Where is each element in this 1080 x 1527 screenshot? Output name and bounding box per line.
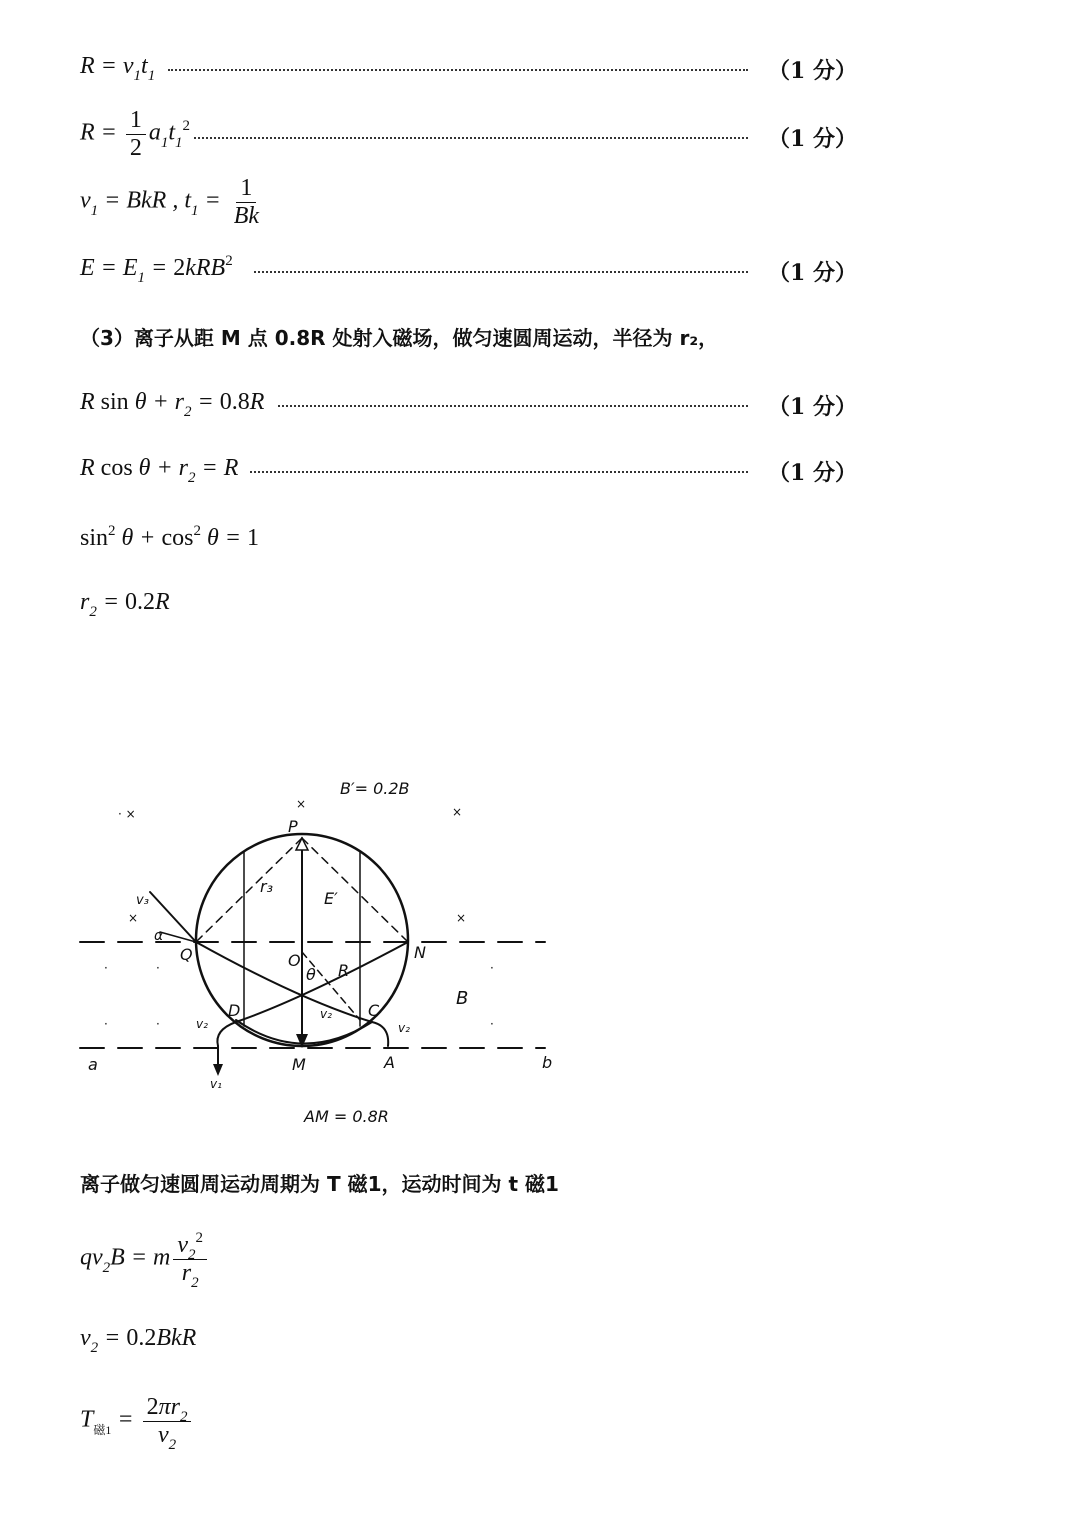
label-C: C <box>368 1001 380 1020</box>
svg-text:·: · <box>156 1017 160 1031</box>
svg-text:×: × <box>296 797 307 811</box>
leader-4 <box>246 246 756 290</box>
equation-1: $R = v_1t_1$ <box>80 52 156 84</box>
equation-8: $r_2 = 0.2R$ <box>80 588 170 620</box>
label-v1: v₁ <box>210 1077 222 1091</box>
label-alpha: α <box>154 928 164 944</box>
svg-text:·: · <box>104 1017 108 1031</box>
label-B: B <box>456 988 469 1009</box>
svg-text:×: × <box>452 805 463 819</box>
label-A: A <box>384 1053 395 1072</box>
label-M: M <box>292 1055 306 1074</box>
label-D: D <box>228 1001 241 1020</box>
part3-text: （3）离子从距 M 点 0.8R 处射入磁场，做匀速圆周运动，半径为 r₂， <box>80 326 719 350</box>
score-5: （1 分） <box>768 394 857 420</box>
svg-text:×: × <box>128 911 139 925</box>
equation-7: $\sin^2 \theta + \cos^2 \theta = 1$ <box>80 522 259 551</box>
label-Q: Q <box>180 945 193 964</box>
score-6: （1 分） <box>768 460 857 486</box>
leader-6 <box>242 446 756 490</box>
equation-4: $E = E_1 = 2kRB^2$ <box>80 252 233 286</box>
label-r3: r₃ <box>260 877 273 896</box>
trajectory-diagram <box>0 670 1080 1190</box>
equation-10: $v_2 = 0.2BkR$ <box>80 1324 197 1356</box>
equation-11: $T_{磁1}$ = $\frac{2\pi r_2}{v_2}$ <box>80 1386 194 1456</box>
leader-5 <box>270 380 756 424</box>
period-text: 离子做匀速圆周运动周期为 T 磁1，运动时间为 t 磁1 <box>80 1172 559 1196</box>
label-v2-right: v₂ <box>398 1021 410 1035</box>
label-theta: θ <box>306 965 316 984</box>
svg-text:·: · <box>490 1017 494 1031</box>
label-b-prime: B′= 0.2B <box>340 779 410 798</box>
svg-text:·: · <box>490 961 494 975</box>
score-1: （1 分） <box>768 58 857 84</box>
label-v2-mid: v₂ <box>320 1007 332 1021</box>
label-N: N <box>414 943 426 962</box>
label-R: R <box>338 961 350 980</box>
label-b: b <box>542 1053 553 1072</box>
equation-2: R = $\frac{1}{2}$ $a_1t_1^2$ <box>80 107 191 161</box>
equation-9: $qv_2B = m$ $\frac{v_2^2}{r_2}$ <box>80 1224 210 1294</box>
label-P: P <box>288 817 298 836</box>
label-E-prime: E′ <box>324 889 338 908</box>
svg-text:×: × <box>456 911 467 925</box>
svg-text:·: · <box>156 961 160 975</box>
svg-text:· ×: · × <box>118 807 136 821</box>
equation-6: R $\cos \theta + r_2 = R$ <box>80 454 239 486</box>
leader-1 <box>160 44 756 88</box>
figure-caption: AM = 0.8R <box>304 1107 389 1126</box>
score-4: （1 分） <box>768 260 857 286</box>
equation-3: $v_1$ = BkR , $t_1$ = $\frac{1}{Bk}$ <box>80 175 260 229</box>
leader-2 <box>186 112 756 156</box>
label-O: O <box>288 951 301 970</box>
label-a: a <box>88 1055 98 1074</box>
svg-text:·: · <box>104 961 108 975</box>
label-v2-left: v₂ <box>196 1017 208 1031</box>
score-2: （1 分） <box>768 126 857 152</box>
equation-5: R $\sin \theta + r_2 = 0.8R$ <box>80 388 265 420</box>
label-v3: v₃ <box>136 893 149 908</box>
